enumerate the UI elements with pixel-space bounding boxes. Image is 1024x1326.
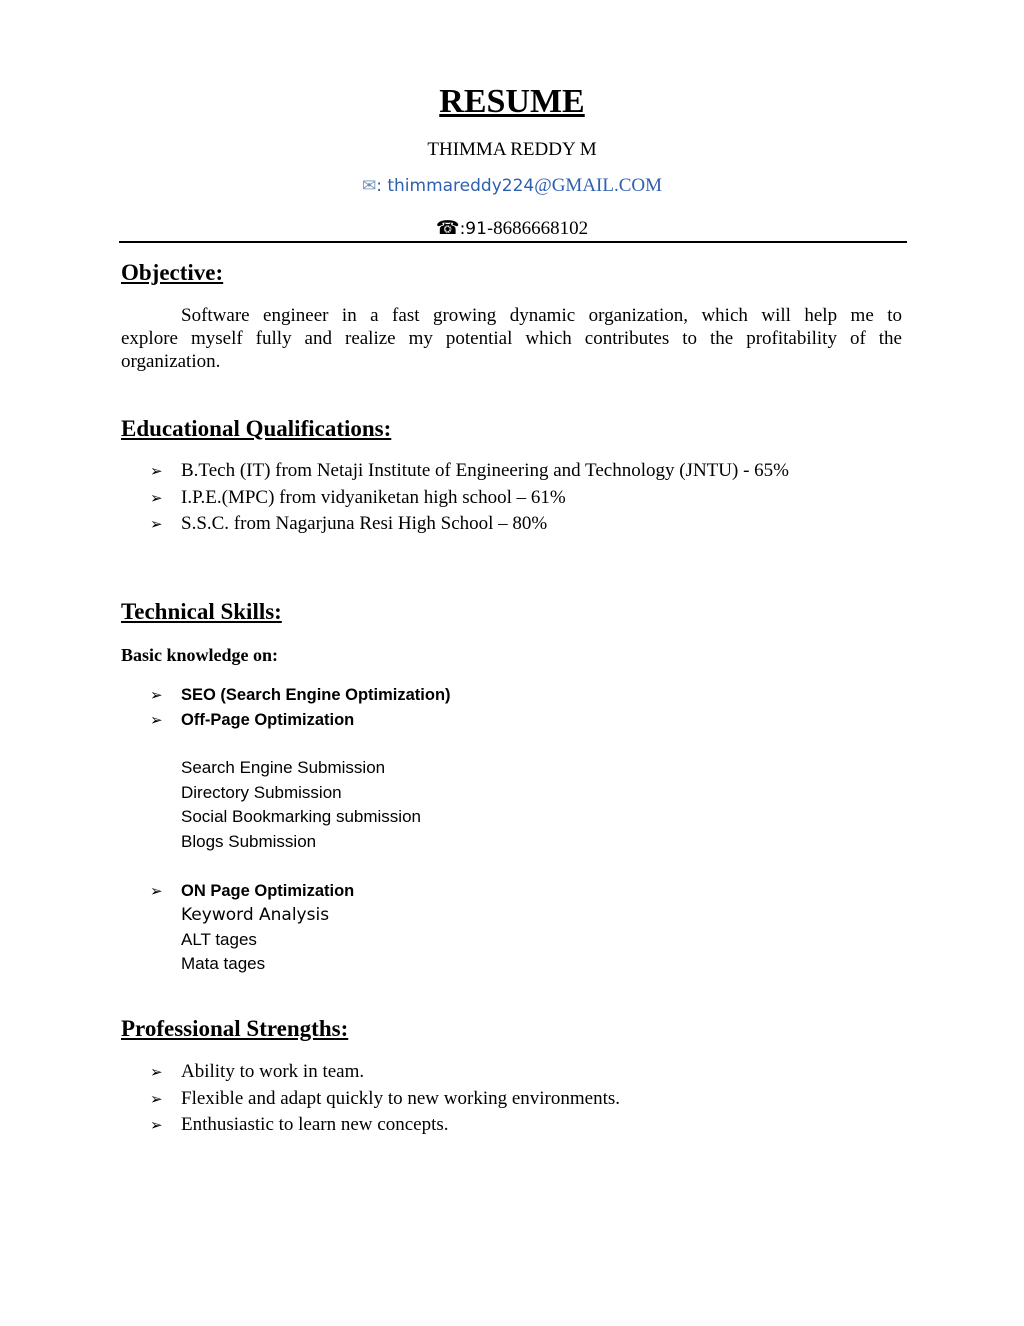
page-title: RESUME bbox=[439, 83, 585, 120]
arrow-bullet-icon: ➢ bbox=[150, 710, 163, 729]
objective-line: organization. bbox=[121, 351, 221, 372]
email-line bbox=[0, 173, 1024, 199]
arrow-bullet-icon: ➢ bbox=[150, 1089, 163, 1108]
skills-subheading: Basic knowledge on: bbox=[121, 645, 279, 665]
list-item: ➢ Off-Page Optimization bbox=[150, 708, 451, 733]
skills-list bbox=[150, 683, 451, 732]
education-list bbox=[150, 458, 789, 538]
arrow-bullet-icon: ➢ bbox=[150, 686, 163, 704]
arrow-bullet-icon: ➢ bbox=[150, 1063, 163, 1081]
list-item: ➢ Enthusiastic to learn new concepts. bbox=[150, 1112, 620, 1139]
telephone-icon: ☎ bbox=[435, 218, 460, 239]
phone-prefix: :91- bbox=[459, 219, 494, 239]
arrow-bullet-icon: ➢ bbox=[150, 1116, 163, 1134]
email-domain[interactable]: @GMAIL.COM bbox=[534, 175, 663, 196]
list-item: ➢ SEO (Search Engine Optimization) bbox=[150, 683, 451, 708]
arrow-bullet-icon: ➢ bbox=[150, 488, 163, 507]
strengths-list bbox=[150, 1059, 620, 1139]
list-item: Keyword Analysis bbox=[181, 905, 330, 925]
list-item: ➢ Ability to work in team. bbox=[150, 1059, 620, 1086]
list-item: ALT tages bbox=[181, 929, 257, 949]
onpage-list bbox=[150, 879, 354, 904]
header-divider bbox=[119, 241, 907, 243]
email-user[interactable]: thimmareddy224 bbox=[387, 176, 535, 196]
email-separator: : bbox=[376, 176, 388, 196]
envelope-icon: ✉ bbox=[361, 176, 377, 196]
offpage-subitems bbox=[181, 756, 421, 854]
list-item: Social Bookmarking submission bbox=[181, 807, 421, 826]
objective-line: explore myself fully and realize my potential which contributes to the profitability of the bbox=[121, 328, 902, 349]
onpage-subitems bbox=[181, 903, 329, 977]
list-item: Blogs Submission bbox=[181, 831, 317, 851]
skills-heading: Technical Skills: bbox=[121, 599, 282, 624]
list-item: ➢ I.P.E.(MPC) from vidyaniketan high school – 61% bbox=[150, 485, 789, 512]
objective-paragraph bbox=[121, 304, 902, 373]
arrow-bullet-icon: ➢ bbox=[150, 882, 163, 900]
strengths-heading: Professional Strengths: bbox=[121, 1016, 349, 1041]
list-item: Search Engine Submission bbox=[181, 758, 386, 777]
list-item: ➢ B.Tech (IT) from Netaji Institute of Engineering and Technology (JNTU) - 65% bbox=[150, 458, 789, 485]
objective-heading: Objective: bbox=[121, 260, 224, 285]
list-item: ➢ S.S.C. from Nagarjuna Resi High School – 80% bbox=[150, 511, 789, 538]
list-item: ➢ ON Page Optimization bbox=[150, 879, 354, 904]
phone-line bbox=[0, 216, 1024, 242]
phone-number: 8686668102 bbox=[493, 218, 589, 239]
list-item: Mata tages bbox=[181, 954, 266, 973]
list-item: ➢ Flexible and adapt quickly to new working environments. bbox=[150, 1086, 620, 1113]
education-heading: Educational Qualifications: bbox=[121, 416, 392, 441]
arrow-bullet-icon: ➢ bbox=[150, 462, 163, 480]
arrow-bullet-icon: ➢ bbox=[150, 515, 163, 533]
list-item: Directory Submission bbox=[181, 782, 342, 802]
candidate-name: THIMMA REDDY M bbox=[427, 139, 597, 160]
objective-line: Software engineer in a fast growing dynamic organization, which will help me to bbox=[181, 305, 902, 326]
